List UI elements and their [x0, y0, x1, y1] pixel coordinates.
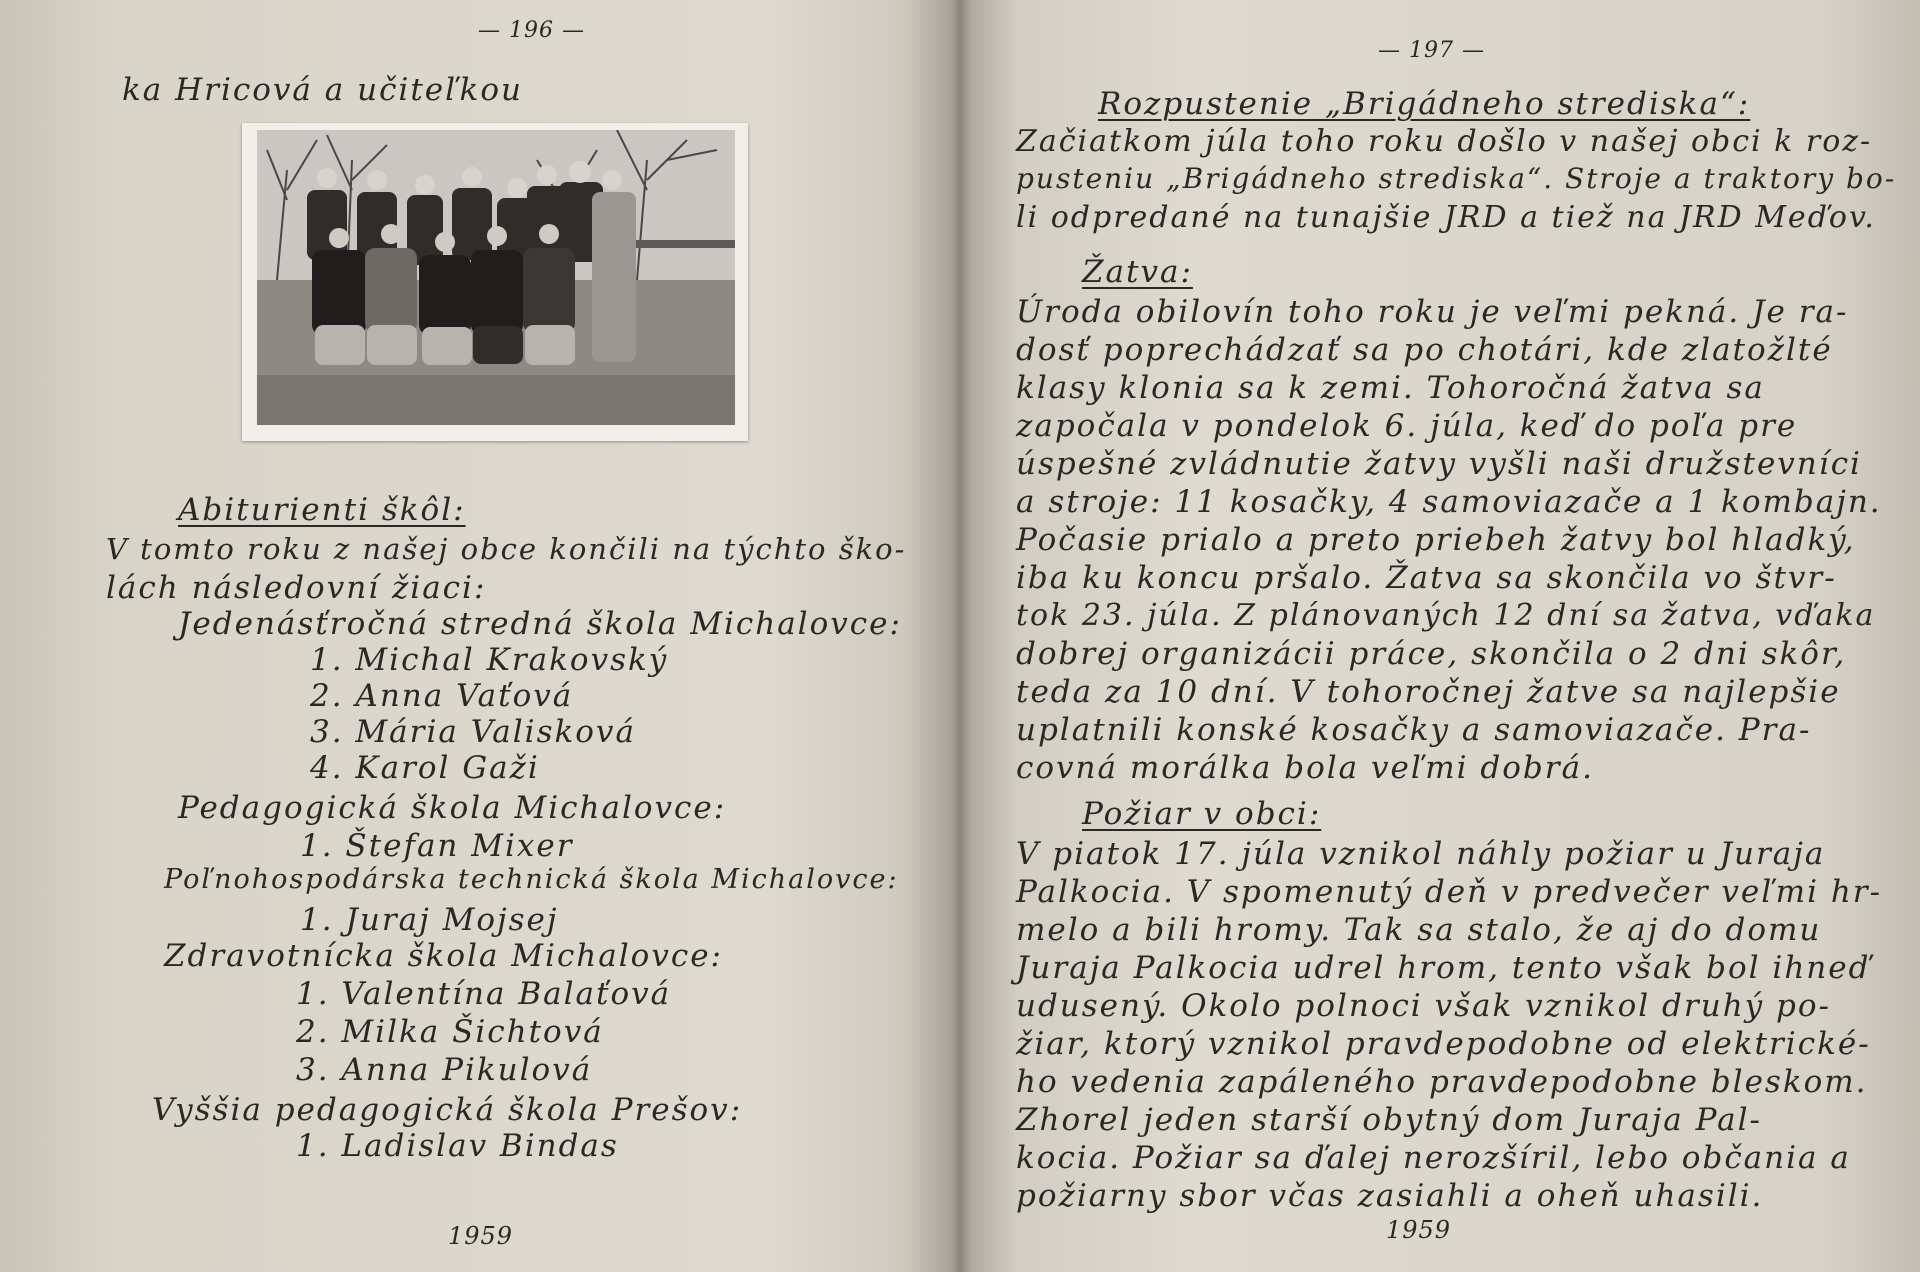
- student-item: 2. Anna Vaťová: [310, 678, 574, 714]
- school-name: Pedagogická škola Michalovce:: [178, 790, 727, 826]
- page-year: 1959: [448, 1222, 514, 1250]
- right-page: [950, 0, 1920, 1272]
- text-line: kocia. Požiar sa ďalej nerozšíril, lebo občania a: [1016, 1140, 1851, 1176]
- text-line: covná morálka bola veľmi dobrá.: [1016, 750, 1594, 786]
- student-item: 1. Štefan Mixer: [300, 828, 574, 864]
- school-name: Jedenásťročná stredná škola Michalovce:: [178, 606, 902, 642]
- continued-line: ka Hricová a učiteľkou: [122, 72, 523, 108]
- text-line: li odpredané na tunajšie JRD a tiež na JRD Meďov.: [1016, 200, 1876, 235]
- section-title: Žatva:: [1082, 254, 1193, 290]
- text-line: Úroda obilovín toho roku je veľmi pekná. Je ra-: [1016, 294, 1849, 330]
- intro-line: V tomto roku z našej obce končili na týchto ško-: [106, 532, 907, 566]
- text-line: klasy klonia sa k zemi. Tohoročná žatva sa: [1016, 370, 1765, 406]
- pasted-photo: [242, 123, 748, 441]
- page-year: 1959: [1386, 1216, 1452, 1244]
- school-name: Vyššia pedagogická škola Prešov:: [152, 1092, 743, 1128]
- section-title: Požiar v obci:: [1082, 796, 1322, 832]
- page-number: — 197 —: [1378, 38, 1485, 63]
- photo-icon: [257, 130, 735, 425]
- text-line: tok 23. júla. Z plánovaných 12 dní sa žatva, vďaka: [1016, 598, 1876, 633]
- student-item: 1. Ladislav Bindas: [296, 1128, 619, 1164]
- text-line: pusteniu „Brigádneho strediska“. Stroje a traktory bo-: [1016, 162, 1897, 195]
- student-item: 1. Michal Krakovský: [310, 642, 669, 678]
- school-name: Zdravotnícka škola Michalovce:: [164, 938, 723, 974]
- text-line: melo a bili hromy. Tak sa stalo, že aj do domu: [1016, 912, 1822, 948]
- student-item: 4. Karol Gaži: [310, 750, 540, 786]
- text-line: žiar, ktorý vznikol pravdepodobne od elektrické-: [1016, 1026, 1871, 1062]
- text-line: započala v pondelok 6. júla, keď do poľa pre: [1016, 408, 1798, 444]
- page-number: — 196 —: [478, 18, 585, 43]
- text-line: Zhorel jeden starší obytný dom Juraja Pal-: [1016, 1102, 1762, 1138]
- student-item: 1. Juraj Mojsej: [300, 902, 559, 938]
- text-line: Juraja Palkocia udrel hrom, tento však bol ihneď: [1016, 950, 1871, 986]
- text-line: udusený. Okolo polnoci však vznikol druhý po-: [1016, 988, 1832, 1024]
- section-title: Abiturienti škôl:: [178, 492, 466, 528]
- text-line: ho vedenia zapáleného pravdepodobne bleskom.: [1016, 1064, 1868, 1100]
- text-line: Začiatkom júla toho roku došlo v našej obci k roz-: [1016, 124, 1873, 159]
- text-line: Počasie prialo a preto priebeh žatvy bol hladký,: [1016, 522, 1856, 558]
- intro-line: lách následovní žiaci:: [106, 570, 487, 606]
- student-item: 3. Mária Valisková: [310, 714, 636, 750]
- text-line: iba ku koncu pršalo. Žatva sa skončila vo štvr-: [1016, 560, 1837, 596]
- text-line: úspešné zvládnutie žatvy vyšli naši družstevníci: [1016, 446, 1862, 482]
- left-page: [0, 0, 940, 1272]
- text-line: požiarny sbor včas zasiahli a oheň uhasili.: [1016, 1178, 1764, 1214]
- text-line: a stroje: 11 kosačky, 4 samoviazače a 1 kombajn.: [1016, 484, 1882, 520]
- text-line: V piatok 17. júla vznikol náhly požiar u Juraja: [1016, 836, 1826, 872]
- school-name: Poľnohospodárska technická škola Michalovce:: [164, 864, 899, 895]
- text-line: dosť poprechádzať sa po chotári, kde zlatožlté: [1016, 332, 1833, 368]
- text-line: dobrej organizácii práce, skončila o 2 dni skôr,: [1016, 636, 1847, 672]
- text-line: teda za 10 dní. V tohoročnej žatve sa najlepšie: [1016, 674, 1841, 710]
- section-title: Rozpustenie „Brigádneho strediska“:: [1098, 86, 1751, 122]
- student-item: 1. Valentína Balaťová: [296, 976, 672, 1012]
- text-line: Palkocia. V spomenutý deň v predvečer veľmi hr-: [1016, 874, 1883, 910]
- student-item: 3. Anna Pikulová: [296, 1052, 593, 1088]
- text-line: uplatnili konské kosačky a samoviazače. Pra-: [1016, 712, 1812, 748]
- group-portrait-photo: [257, 130, 735, 425]
- student-item: 2. Milka Šichtová: [296, 1014, 604, 1050]
